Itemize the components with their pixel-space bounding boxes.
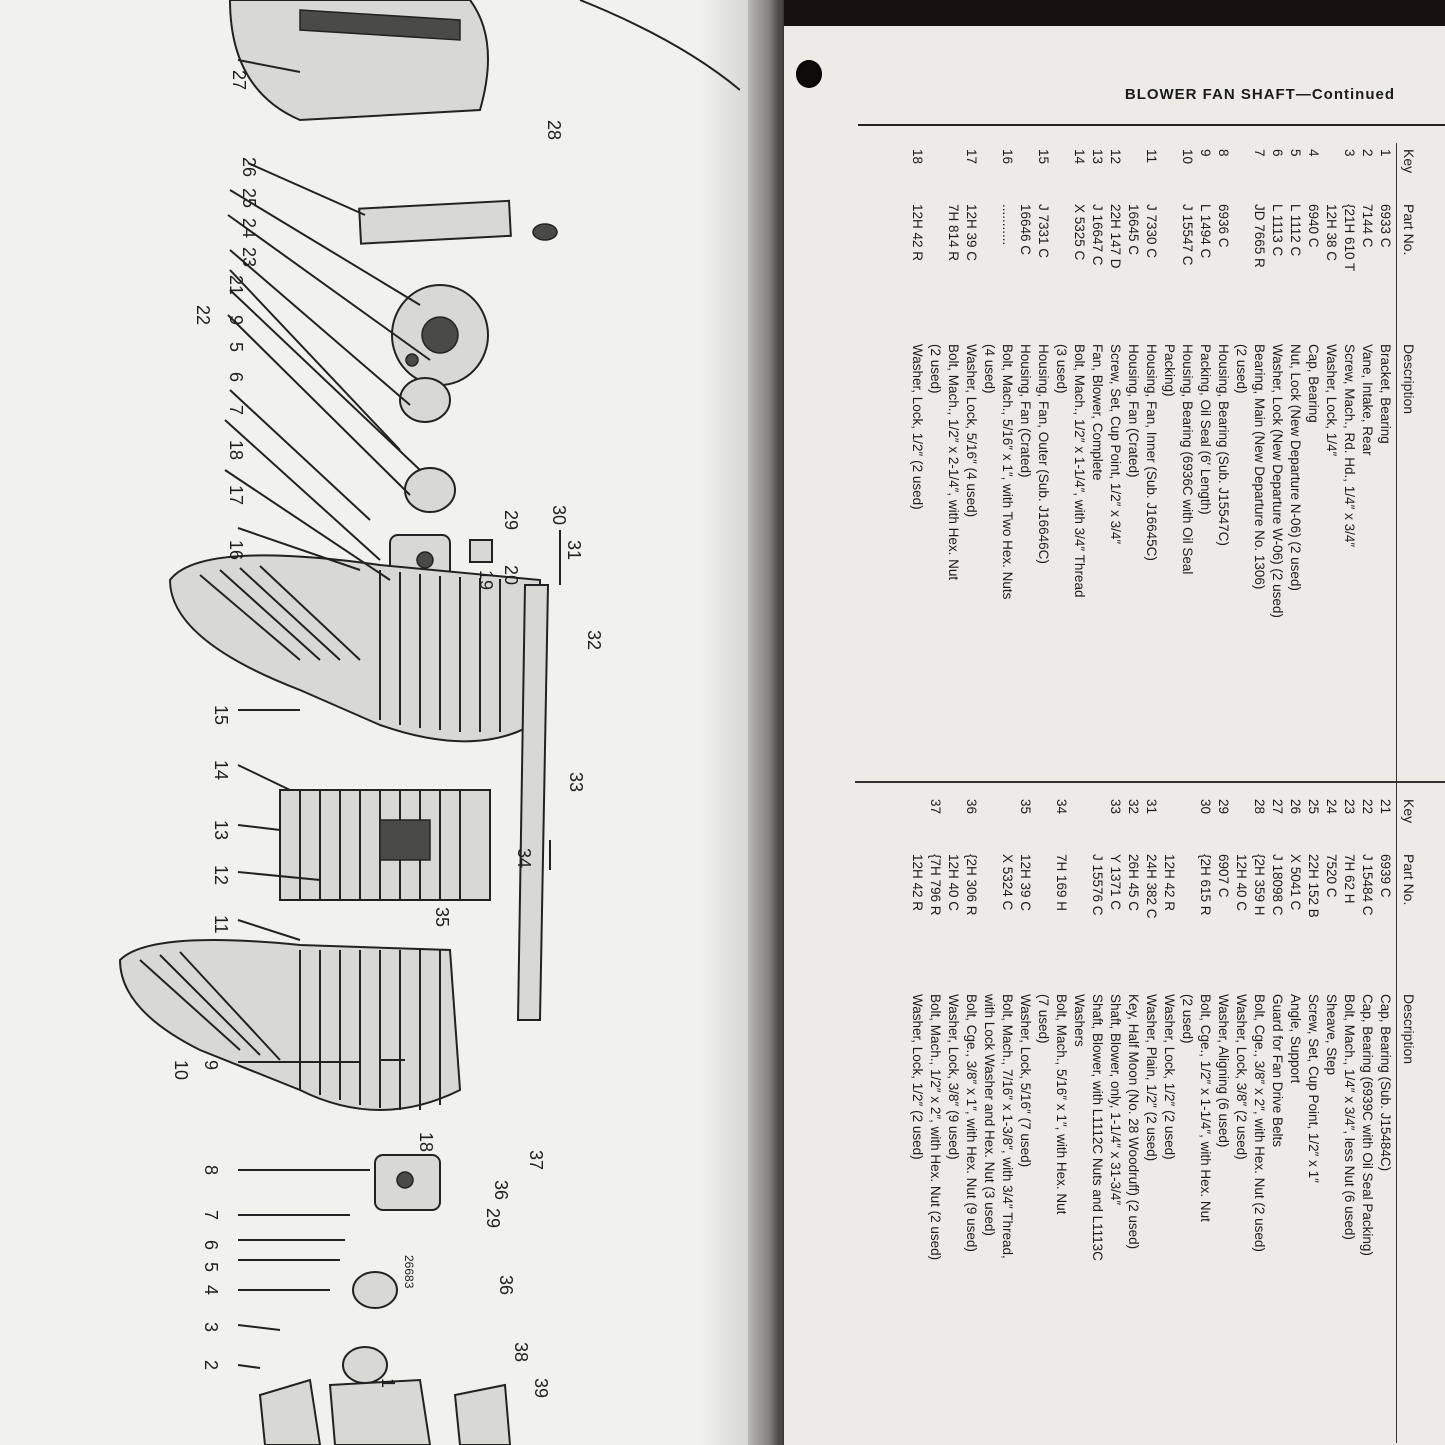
row-description: Housing, Fan, Inner (Sub. J16645C) xyxy=(1144,344,1159,561)
callout-23: 23 xyxy=(239,247,259,268)
callout-34: 34 xyxy=(514,848,534,869)
row-part-no: 7144 C xyxy=(1360,204,1375,248)
callout-22: 22 xyxy=(193,305,213,326)
callout-6-left: 6 xyxy=(201,1240,221,1251)
row-part-no: L 1113 C xyxy=(1270,204,1285,257)
callout-19: 19 xyxy=(476,570,496,591)
row-part-no: 6936 C xyxy=(1216,204,1231,248)
table-row xyxy=(1252,143,1267,793)
callout-29-right: 29 xyxy=(501,510,521,531)
row-part-no: J 15484 C xyxy=(1360,854,1375,916)
row-part-no: 16645 C xyxy=(1126,204,1141,256)
row-key: 10 xyxy=(1180,149,1195,165)
row-key: 4 xyxy=(1306,149,1321,157)
row-description: Cap, Bearing (Sub. J15484C) xyxy=(1378,994,1393,1172)
callout-16: 16 xyxy=(226,540,246,561)
row-key: 21 xyxy=(1378,799,1393,815)
callout-2: 2 xyxy=(201,1360,221,1371)
row-key: 36 xyxy=(964,799,979,815)
table-row xyxy=(1342,143,1357,793)
table-row xyxy=(1126,793,1141,1443)
row-part-no: J 15576 C xyxy=(1090,854,1105,916)
parts-column-left xyxy=(855,143,1445,793)
row-part-no: 26H 45 C xyxy=(1126,854,1141,912)
row-description: Bolt, Mach., 5/16″ x 1″, with Hex. Nut xyxy=(1054,994,1069,1215)
row-key xyxy=(1162,793,1177,854)
row-key xyxy=(1036,793,1051,854)
row-key xyxy=(1054,143,1069,204)
page-header: BLOWER FAN SHAFT—Continued xyxy=(1124,86,1395,103)
row-description: Washer, Lock, 1/4″ xyxy=(1324,344,1339,457)
table-header-right xyxy=(1396,793,1445,1443)
row-part-no: {2H 615 R xyxy=(1198,854,1213,916)
row-part-no: 12H 39 C xyxy=(1018,854,1033,912)
row-description: Sheave, Step xyxy=(1324,994,1339,1076)
row-part-no xyxy=(982,204,997,344)
table-row xyxy=(1054,793,1069,1443)
row-key: 12 xyxy=(1108,149,1123,165)
row-description: Washer, Lock, 1/2″ (2 used) xyxy=(910,994,925,1160)
row-part-no: JD 7665 R xyxy=(1252,204,1267,268)
row-part-no: J 18098 C xyxy=(1270,854,1285,916)
row-part-no: 12H 42 R xyxy=(1162,854,1177,912)
table-row xyxy=(1054,143,1069,793)
row-key: 26 xyxy=(1288,799,1303,815)
callout-38: 38 xyxy=(511,1342,531,1363)
row-key xyxy=(910,793,925,854)
row-key: 24 xyxy=(1324,799,1339,815)
table-row xyxy=(1144,793,1159,1443)
row-description: Bolt, Cge., 1/2″ x 1-1/4″, with Hex. Nut xyxy=(1198,994,1213,1222)
row-key: 15 xyxy=(1036,149,1051,165)
row-part-no: {2H 306 R xyxy=(964,854,979,916)
row-description: Housing, Fan, Outer (Sub. J16646C) xyxy=(1036,344,1051,564)
row-key: 28 xyxy=(1252,799,1267,815)
callout-36-upper: 36 xyxy=(491,1180,511,1201)
row-description: Housing, Bearing (Sub. J15547C) xyxy=(1216,344,1231,546)
table-row xyxy=(1342,793,1357,1443)
table-row xyxy=(1360,793,1375,1443)
row-part-no: 24H 382 C xyxy=(1144,854,1159,919)
part-28-bolt xyxy=(533,224,557,240)
row-description: Cap, Bearing xyxy=(1306,344,1321,423)
row-key xyxy=(1324,143,1339,204)
table-row xyxy=(1216,793,1231,1443)
row-part-no: 12H 42 R xyxy=(910,854,925,912)
row-description: (2 used) xyxy=(1180,994,1195,1044)
row-key: 29 xyxy=(1216,799,1231,815)
callout-15: 15 xyxy=(211,705,231,726)
row-description: Washer, Lock (New Departure W-06) (2 used) xyxy=(1270,344,1285,618)
table-row xyxy=(1198,143,1213,793)
row-part-no: X 5041 C xyxy=(1288,854,1303,911)
table-row xyxy=(1324,143,1339,793)
col-key: Key xyxy=(1401,149,1417,174)
table-row xyxy=(1018,793,1033,1443)
callout-25: 25 xyxy=(239,188,259,209)
row-description: Bolt, Cge., 3/8″ x 2″, with Hex. Nut (2 used) xyxy=(1252,994,1267,1252)
callout-30: 30 xyxy=(549,505,569,526)
row-key: 35 xyxy=(1018,799,1033,815)
table-row xyxy=(1378,143,1393,793)
row-key: 16 xyxy=(1000,149,1015,165)
row-key: 13 xyxy=(1090,149,1105,165)
row-key: 7 xyxy=(1252,149,1267,157)
row-description: (2 used) xyxy=(928,344,943,394)
row-description: Washer, Aligning (6 used) xyxy=(1216,994,1231,1148)
table-row xyxy=(1144,143,1159,793)
row-part-no: J 7331 C xyxy=(1036,204,1051,259)
table-row xyxy=(964,793,979,1443)
row-part-no: 7H 814 R xyxy=(946,204,961,262)
callout-9-left: 9 xyxy=(201,1060,221,1071)
row-description: Washers xyxy=(1072,994,1087,1047)
row-part-no: J 16647 C xyxy=(1090,204,1105,266)
callout-7-left: 7 xyxy=(201,1210,221,1221)
row-part-no: {21H 610 T xyxy=(1342,204,1357,272)
row-part-no: J 7330 C xyxy=(1144,204,1159,259)
row-key: 6 xyxy=(1270,149,1285,157)
row-description: Cap, Bearing (6939C with Oil Seal Packing) xyxy=(1360,994,1375,1256)
row-key: 25 xyxy=(1306,799,1321,815)
rows-left xyxy=(910,143,1393,793)
table-row xyxy=(910,143,925,793)
row-key: 31 xyxy=(1144,799,1159,815)
callout-33: 33 xyxy=(566,772,586,793)
row-description: Washer, Lock, 5/16″ (4 used) xyxy=(964,344,979,518)
row-key: 18 xyxy=(910,149,925,165)
row-key: 23 xyxy=(1342,799,1357,815)
col-key: Key xyxy=(1401,799,1417,824)
callout-28: 28 xyxy=(544,120,564,141)
parts-table xyxy=(855,143,1445,1443)
row-description: Shaft, Blower, only, 1-1/4″ x 31-3/4″ xyxy=(1108,994,1123,1206)
callout-4-left: 4 xyxy=(201,1285,221,1296)
row-key: 11 xyxy=(1144,149,1159,164)
callout-27: 27 xyxy=(229,70,249,91)
row-key: 17 xyxy=(964,149,979,165)
row-part-no: {7H 796 R xyxy=(928,854,943,916)
row-part-no: 12H 38 C xyxy=(1324,204,1339,262)
row-key: 5 xyxy=(1288,149,1303,157)
table-row xyxy=(910,793,925,1443)
row-description: Shaft, Blower, with L1112C Nuts and L1113C xyxy=(1090,994,1105,1261)
callout-20: 20 xyxy=(501,565,521,586)
callout-18-right: 18 xyxy=(226,440,246,461)
row-description: (2 used) xyxy=(1234,344,1249,394)
row-description: Housing, Fan (Crated) xyxy=(1018,344,1033,478)
row-part-no: Y 1371 C xyxy=(1108,854,1123,911)
row-description: Vane, Intake, Rear xyxy=(1360,344,1375,456)
row-key: 9 xyxy=(1198,149,1213,157)
callout-10: 10 xyxy=(171,1060,191,1081)
row-part-no xyxy=(982,854,997,994)
row-key xyxy=(1234,143,1249,204)
table-row xyxy=(982,793,997,1443)
row-description: Fan, Blower, Complete xyxy=(1090,344,1105,481)
rows-right xyxy=(910,793,1393,1443)
row-description: Bolt, Mach., 1/2″ x 2″, with Hex. Nut (2 used) xyxy=(928,994,943,1261)
table-row xyxy=(1180,793,1195,1443)
row-key xyxy=(1018,143,1033,204)
col-description: Description xyxy=(1401,344,1417,415)
table-row xyxy=(1162,143,1177,793)
row-part-no xyxy=(928,204,943,344)
table-row xyxy=(1288,793,1303,1443)
row-description: Screw, Set, Cup Point, 1/2″ x 1″ xyxy=(1306,994,1321,1183)
col-part-no: Part No. xyxy=(1401,854,1417,906)
binder-hole-icon xyxy=(796,60,822,88)
row-description: Packing) xyxy=(1162,344,1177,397)
callout-21: 21 xyxy=(226,275,246,296)
callout-36-lower: 36 xyxy=(496,1275,516,1296)
table-row xyxy=(1108,793,1123,1443)
callout-17: 17 xyxy=(226,485,246,506)
callout-29-left: 29 xyxy=(483,1208,503,1229)
part-1-bracket xyxy=(330,1380,430,1445)
table-row xyxy=(1216,143,1231,793)
table-row xyxy=(1090,143,1105,793)
row-description: Bearing, Main (New Departure No. 1306) xyxy=(1252,344,1267,590)
row-part-no: 12H 42 R xyxy=(910,204,925,262)
row-key xyxy=(1180,793,1195,854)
col-part-no: Part No. xyxy=(1401,204,1417,256)
table-row xyxy=(1234,143,1249,793)
row-part-no: ........... xyxy=(1000,204,1015,246)
table-row xyxy=(1234,793,1249,1443)
row-part-no: 6933 C xyxy=(1378,204,1393,248)
callout-18-left: 18 xyxy=(416,1132,436,1153)
row-description: Screw, Mach., Rd. Hd., 1/4″ x 3/4″ xyxy=(1342,344,1357,548)
figure-number: 26683 xyxy=(402,1255,416,1289)
row-key: 30 xyxy=(1198,799,1213,815)
part-21-cap xyxy=(400,378,450,422)
part-26-angle xyxy=(359,201,511,244)
col-description: Description xyxy=(1401,994,1417,1065)
row-description: Washer, Plain, 1/2″ (2 used) xyxy=(1144,994,1159,1162)
table-row xyxy=(982,143,997,793)
row-description: Bolt, Mach., 5/16″ x 1″, with Two Hex. Nuts xyxy=(1000,344,1015,600)
row-description: Bolt, Mach., 1/2″ x 2-1/4″, with Hex. Nut xyxy=(946,344,961,581)
row-key xyxy=(1000,793,1015,854)
row-part-no: 6940 C xyxy=(1306,204,1321,248)
row-part-no: X 5324 C xyxy=(1000,854,1015,911)
row-key xyxy=(1126,143,1141,204)
row-key xyxy=(982,143,997,204)
row-description: Bolt, Mach., 7/16″ x 1-3/8″, with 3/4″ Thread, xyxy=(1000,994,1015,1259)
callout-35: 35 xyxy=(432,907,452,928)
table-row xyxy=(1000,793,1015,1443)
table-row xyxy=(928,793,943,1443)
row-part-no: 22H 152 B xyxy=(1306,854,1321,918)
row-description: Washer, Lock, 5/16″ (7 used) xyxy=(1018,994,1033,1168)
row-description: Packing, Oil Seal (6′ Length) xyxy=(1198,344,1213,515)
row-key: 34 xyxy=(1054,799,1069,815)
row-key xyxy=(1162,143,1177,204)
row-description: Housing, Fan (Crated) xyxy=(1126,344,1141,478)
row-part-no: {2H 359 H xyxy=(1252,854,1267,916)
row-key xyxy=(1090,793,1105,854)
row-key: 27 xyxy=(1270,799,1285,815)
callout-8-left: 8 xyxy=(201,1165,221,1176)
callout-5-right: 5 xyxy=(226,342,246,353)
callout-1: 1 xyxy=(378,1378,398,1389)
table-row xyxy=(1288,143,1303,793)
row-description: (3 used) xyxy=(1054,344,1069,394)
row-description: (4 used) xyxy=(982,344,997,394)
callout-26: 26 xyxy=(239,157,259,178)
table-row xyxy=(1270,143,1285,793)
row-part-no: J 15547 C xyxy=(1180,204,1195,266)
table-row xyxy=(1378,793,1393,1443)
row-key: 37 xyxy=(928,799,943,815)
row-part-no: 6907 C xyxy=(1216,854,1231,898)
row-description: Key, Half Moon (No. 28 Woodruff) (2 used) xyxy=(1126,994,1141,1250)
row-key xyxy=(928,143,943,204)
table-row xyxy=(1306,143,1321,793)
row-description: Bolt, Mach., 1/2″ x 1-1/4″, with 3/4″ Thread xyxy=(1072,344,1087,598)
table-header-left xyxy=(1396,143,1445,793)
callout-14: 14 xyxy=(211,760,231,781)
row-part-no xyxy=(1054,204,1069,344)
table-row xyxy=(1108,143,1123,793)
row-key: 1 xyxy=(1378,149,1393,157)
callout-7-right: 7 xyxy=(226,405,246,416)
table-row xyxy=(1036,143,1051,793)
table-row xyxy=(1198,793,1213,1443)
callout-9-right: 9 xyxy=(226,315,246,326)
row-description: Angle, Support xyxy=(1288,994,1303,1084)
row-part-no: 12H 40 C xyxy=(946,854,961,912)
row-part-no xyxy=(1234,204,1249,344)
table-row xyxy=(946,793,961,1443)
callout-37: 37 xyxy=(526,1150,546,1171)
row-part-no xyxy=(1162,204,1177,344)
row-part-no: X 5325 C xyxy=(1072,204,1087,261)
table-row xyxy=(1360,143,1375,793)
row-description: Washer, Lock, 1/2″ (2 used) xyxy=(1162,994,1177,1160)
row-description: Screw, Set, Cup Point, 1/2″ x 3/4″ xyxy=(1108,344,1123,545)
row-key: 3 xyxy=(1342,149,1357,157)
row-key: 22 xyxy=(1360,799,1375,815)
callout-11: 11 xyxy=(211,915,231,934)
table-row xyxy=(1072,793,1087,1443)
row-part-no xyxy=(1180,854,1195,994)
table-row xyxy=(1162,793,1177,1443)
row-key: 8 xyxy=(1216,149,1231,157)
header-rule xyxy=(858,124,1445,126)
row-description: Washer, Lock, 3/8″ (9 used) xyxy=(946,994,961,1160)
row-part-no xyxy=(1072,854,1087,994)
part-7-bearing-left xyxy=(353,1272,397,1308)
row-part-no: 7520 C xyxy=(1324,854,1339,898)
row-description: Nut, Lock (New Departure N-06) (2 used) xyxy=(1288,344,1303,591)
row-part-no: L 1112 C xyxy=(1288,204,1303,257)
table-row xyxy=(1270,793,1285,1443)
table-row xyxy=(1324,793,1339,1443)
row-part-no: 12H 39 C xyxy=(964,204,979,262)
callout-12: 12 xyxy=(211,865,231,886)
row-description: (7 used) xyxy=(1036,994,1051,1044)
row-key: 32 xyxy=(1126,799,1141,815)
table-row xyxy=(1018,143,1033,793)
table-row xyxy=(1072,143,1087,793)
row-description: Bracket, Bearing xyxy=(1378,344,1393,444)
row-key xyxy=(1234,793,1249,854)
table-row xyxy=(928,143,943,793)
table-row xyxy=(946,143,961,793)
table-row xyxy=(964,143,979,793)
row-part-no: 7H 169 H xyxy=(1054,854,1069,912)
table-row xyxy=(1090,793,1105,1443)
callout-13: 13 xyxy=(211,820,231,841)
row-key: 33 xyxy=(1108,799,1123,815)
callout-5-left: 5 xyxy=(201,1262,221,1273)
row-part-no: 16646 C xyxy=(1018,204,1033,256)
callout-39: 39 xyxy=(531,1378,551,1399)
row-description: with Lock Washer and Hex. Nut (3 used) xyxy=(982,994,997,1236)
row-part-no: 6939 C xyxy=(1378,854,1393,898)
part-39 xyxy=(455,1385,510,1445)
row-description: Washer, Lock, 1/2″ (2 used) xyxy=(910,344,925,510)
callout-3: 3 xyxy=(201,1322,221,1333)
parts-column-right xyxy=(855,793,1445,1443)
table-row xyxy=(1252,793,1267,1443)
row-key: 14 xyxy=(1072,149,1087,165)
row-key: 2 xyxy=(1360,149,1375,157)
row-key xyxy=(982,793,997,854)
callout-6-right: 6 xyxy=(226,372,246,383)
row-key xyxy=(946,793,961,854)
row-key xyxy=(946,143,961,204)
row-part-no: 12H 40 C xyxy=(1234,854,1249,912)
callout-32: 32 xyxy=(584,630,604,651)
table-row xyxy=(1036,793,1051,1443)
callout-31: 31 xyxy=(564,540,584,561)
column-divider xyxy=(855,781,1445,783)
table-row xyxy=(1000,143,1015,793)
row-part-no xyxy=(1036,854,1051,994)
row-part-no: 7H 62 H xyxy=(1342,854,1357,904)
row-description: Guard for Fan Drive Belts xyxy=(1270,994,1285,1148)
table-row xyxy=(1180,143,1195,793)
part-7-bearing-right xyxy=(405,468,455,512)
row-part-no: L 1494 C xyxy=(1198,204,1213,259)
row-part-no: 22H 147 D xyxy=(1108,204,1123,269)
table-row xyxy=(1126,143,1141,793)
row-description: Washer, Lock, 3/8″ (2 used) xyxy=(1234,994,1249,1160)
callout-24: 24 xyxy=(239,218,259,239)
row-description: Housing, Bearing (6936C with Oil Seal xyxy=(1180,344,1195,575)
part-2-vane xyxy=(260,1380,320,1445)
table-row xyxy=(1306,793,1321,1443)
row-description: Bolt, Mach., 1/4″ x 3/4″, less Nut (6 used) xyxy=(1342,994,1357,1240)
row-description: Bolt, Cge., 3/8″ x 1″, with Hex. Nut (9 used) xyxy=(964,994,979,1252)
row-key xyxy=(1072,793,1087,854)
